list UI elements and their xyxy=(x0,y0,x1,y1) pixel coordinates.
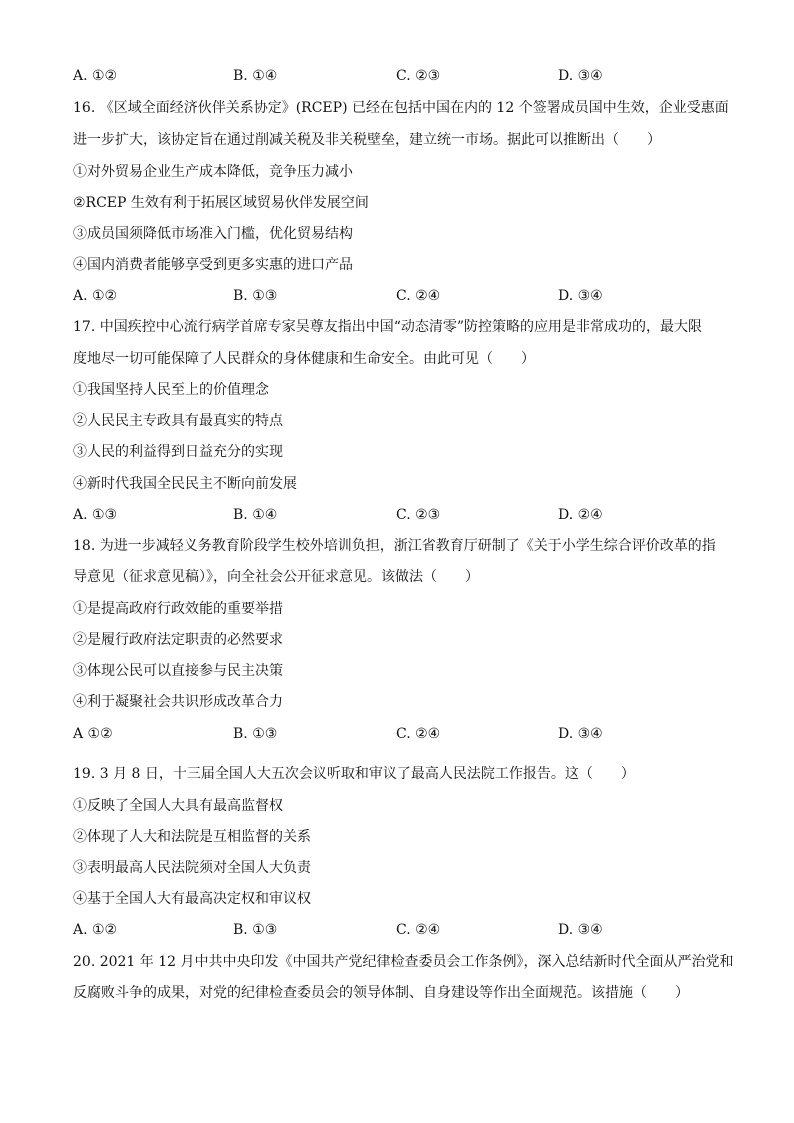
q17-option-c[interactable]: C. ②③ xyxy=(396,507,441,523)
q18-options xyxy=(73,725,733,743)
q16-option-d[interactable]: D. ③④ xyxy=(558,288,603,304)
q18-option-b[interactable]: B. ①③ xyxy=(233,726,278,742)
q16-option-b[interactable]: B. ①③ xyxy=(233,288,278,304)
q19-stem-line-1: 19. 3 月 8 日，十三届全国人大五次会议听取和审议了最高人民法院工作报告。这（ ） xyxy=(73,766,635,782)
q19-options xyxy=(73,921,733,939)
q18-item-3: ③体现公民可以直接参与民主决策 xyxy=(73,663,283,679)
q16-options xyxy=(73,287,733,305)
q18-stem-line-2: 导意见（征求意见稿）》，向全社会公开征求意见。该做法（ ） xyxy=(73,569,479,585)
q17-option-a[interactable]: A. ①③ xyxy=(73,507,118,523)
q19-option-b[interactable]: B. ①③ xyxy=(233,922,278,938)
q16-item-3: ③成员国须降低市场准入门槛，优化贸易结构 xyxy=(73,226,353,242)
q17-item-3: ③人民的利益得到日益充分的实现 xyxy=(73,444,283,460)
q15-options xyxy=(73,67,733,85)
q18-stem-line-1: 18. 为进一步减轻义务教育阶段学生校外培训负担，浙江省教育厅研制了《关于小学生综合评价改革的指 xyxy=(73,538,716,554)
q15-option-c[interactable]: C. ②③ xyxy=(396,68,441,84)
q19-item-1: ①反映了全国人大具有最高监督权 xyxy=(73,798,283,814)
q17-item-2: ②人民民主专政具有最真实的特点 xyxy=(73,413,283,429)
q19-option-a[interactable]: A. ①② xyxy=(73,922,118,938)
q18-item-2: ②是履行政府法定职责的必然要求 xyxy=(73,632,283,648)
q16-option-a[interactable]: A. ①② xyxy=(73,288,118,304)
q17-stem-line-2: 度地尽一切可能保障了人民群众的身体健康和生命安全。由此可见（ ） xyxy=(73,351,535,367)
q17-option-b[interactable]: B. ①④ xyxy=(233,507,278,523)
q17-option-d[interactable]: D. ②④ xyxy=(558,507,603,523)
q17-item-1: ①我国坚持人民至上的价值理念 xyxy=(73,382,269,398)
q16-item-4: ④国内消费者能够享受到更多实惠的进口产品 xyxy=(73,257,353,273)
q15-option-a[interactable]: A. ①② xyxy=(73,68,118,84)
q17-item-4: ④新时代我国全民民主不断向前发展 xyxy=(73,476,297,492)
q18-option-c[interactable]: C. ②④ xyxy=(396,726,441,742)
q19-option-c[interactable]: C. ②④ xyxy=(396,922,441,938)
q19-option-d[interactable]: D. ③④ xyxy=(558,922,603,938)
q18-item-1: ①是提高政府行政效能的重要举措 xyxy=(73,601,283,617)
q16-stem-line-2: 进一步扩大，该协定旨在通过削减关税及非关税壁垒，建立统一市场。据此可以推断出（ ） xyxy=(73,132,661,148)
q16-item-2: ②RCEP 生效有利于拓展区域贸易伙伴发展空间 xyxy=(73,195,369,211)
q18-option-a[interactable]: A ①② xyxy=(73,726,113,742)
q15-option-d[interactable]: D. ③④ xyxy=(558,68,603,84)
q19-item-2: ②体现了人大和法院是互相监督的关系 xyxy=(73,829,311,845)
q20-stem-line-1: 20. 2021 年 12 月中共中央印发《中国共产党纪律检查委员会工作条例》，深入总结新时代全面从严治党和 xyxy=(73,954,734,970)
q19-item-4: ④基于全国人大有最高决定权和审议权 xyxy=(73,891,311,907)
q15-option-b[interactable]: B. ①④ xyxy=(233,68,278,84)
q18-item-4: ④利于凝聚社会共识形成改革合力 xyxy=(73,694,283,710)
q19-item-3: ③表明最高人民法院须对全国人大负责 xyxy=(73,860,311,876)
q16-item-1: ①对外贸易企业生产成本降低，竞争压力减小 xyxy=(73,164,353,180)
q17-options xyxy=(73,506,733,524)
q16-option-c[interactable]: C. ②④ xyxy=(396,288,441,304)
q20-stem-line-2: 反腐败斗争的成果，对党的纪律检查委员会的领导体制、自身建设等作出全面规范。该措施（ ） xyxy=(73,985,689,1001)
q16-stem-line-1: 16. 《区域全面经济伙伴关系协定》(RCEP) 已经在包括中国在内的 12 个签署成员国中生效，企业受惠面 xyxy=(73,100,729,116)
q18-option-d[interactable]: D. ③④ xyxy=(558,726,603,742)
q17-stem-line-1: 17. 中国疾控中心流行病学首席专家吴尊友指出中国“动态清零”防控策略的应用是非常成功的，最大限 xyxy=(73,319,703,335)
